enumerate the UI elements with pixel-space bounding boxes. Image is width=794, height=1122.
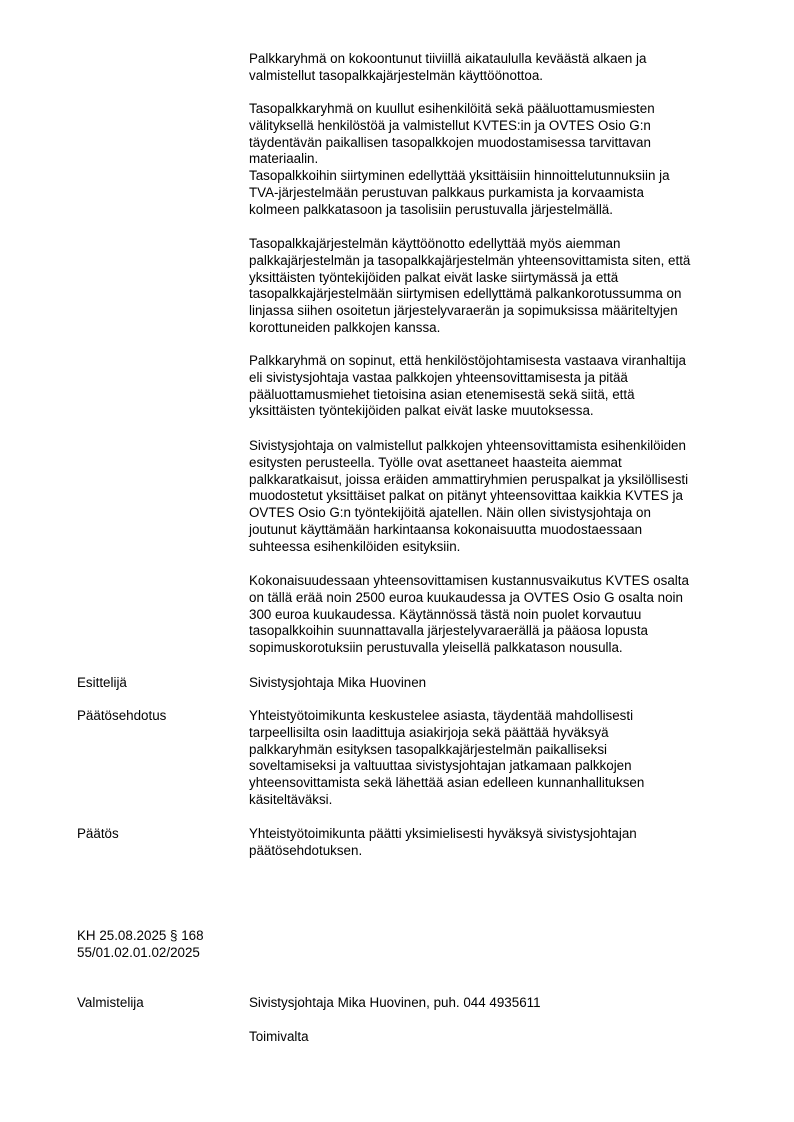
- paragraph-line: valmistellut tasopalkkajärjestelmän käyttöönottoa.: [249, 67, 543, 83]
- paragraph-1: [249, 51, 735, 85]
- paragraph-line: linjassa siihen osoitetun järjestelyvaraerän ja sopimuksissa määriteltyjen: [249, 303, 678, 319]
- paragraph-line: yksittäisten työntekijöiden palkat eivät laske muutoksessa.: [249, 403, 594, 419]
- proposal-line: palkkaryhmän esityksen tasopalkkajärjestelmän paikalliseksi: [249, 741, 607, 757]
- proposal-line: yhteensovittamista sekä lähettää asian edelleen kunnanhallituksen: [249, 775, 645, 791]
- paragraph-line: kolmeen palkkatasoon ja tasolisiin perustuvalla järjestelmällä.: [249, 201, 613, 217]
- proposal-label: Päätösehdotus: [77, 708, 167, 723]
- paragraph-line: esitysten perusteella. Työlle ovat asettaneet haasteita aiemmat: [249, 454, 622, 470]
- paragraph-line: Tasopalkkoihin siirtyminen edellyttää yksittäisiin hinnoittelutunnuksiin ja: [249, 168, 670, 184]
- paragraph-line: materiaalin.: [249, 151, 319, 167]
- preparer-value: Sivistysjohtaja Mika Huovinen, puh. 044 4935611: [249, 995, 541, 1010]
- proposal-line: Yhteistyötoimikunta keskustelee asiasta, täydentää mahdollisesti: [249, 708, 634, 723]
- paragraph-line: palkkaratkaisut, joissa eräiden ammattiryhmien peruspalkat ja yksilöllisesti: [249, 471, 689, 487]
- paragraph-line: TVA-järjestelmään perustuvan palkkaus purkamista ja korvaamista: [249, 184, 644, 200]
- paragraph-line: Palkkaryhmä on kokoontunut tiiviillä aikataululla keväästä alkaen ja: [249, 51, 647, 66]
- reference-meeting: KH 25.08.2025 § 168: [77, 928, 204, 943]
- paragraph-line: Palkkaryhmä on sopinut, että henkilöstöjohtamisesta vastaava viranhaltija: [249, 353, 686, 368]
- paragraph-line: Sivistysjohtaja on valmistellut palkkojen yhteensovittamista esihenkilöiden: [249, 438, 686, 453]
- decision-label: Päätös: [77, 826, 119, 841]
- paragraph-line: täydentävän paikallisen tasopalkkojen muodostamisessa tarvittavan: [249, 134, 651, 150]
- presenter-label: Esittelijä: [77, 675, 127, 690]
- proposal-text: [249, 708, 735, 809]
- paragraph-line: eli sivistysjohtaja vastaa palkkojen yhteensovittamisesta ja pitää: [249, 369, 628, 385]
- paragraph-line: pääluottamusmiehet tietoisina asian etenemisestä sekä siitä, että: [249, 386, 635, 402]
- decision-line: Yhteistyötoimikunta päätti yksimielisesti hyväksyä sivistysjohtajan: [249, 826, 637, 841]
- paragraph-line: välityksellä henkilöstöä ja valmistellut KVTES:in ja OVTES Osio G:n: [249, 117, 651, 133]
- paragraph-line: Kokonaisuudessaan yhteensovittamisen kustannusvaikutus KVTES osalta: [249, 573, 689, 588]
- preparer-label: Valmistelija: [77, 995, 144, 1010]
- paragraph-line: Tasopalkkajärjestelmän käyttöönotto edellyttää myös aiemman: [249, 236, 621, 251]
- paragraph-4: [249, 353, 735, 420]
- paragraph-line: muodostetut yksittäiset palkat on pitänyt yhteensovittaa kaikkia KVTES ja: [249, 488, 683, 504]
- reference-block: [77, 928, 277, 962]
- paragraph-line: on tällä erää noin 2500 euroa kuukaudessa ja OVTES Osio G osalta noin: [249, 589, 683, 605]
- paragraph-line: Tasopalkkaryhmä on kuullut esihenkilöitä sekä pääluottamusmiesten: [249, 101, 655, 116]
- paragraph-line: yksittäisten työntekijöiden palkat eivät laske siirtymässä ja että: [249, 269, 619, 285]
- paragraph-line: palkkajärjestelmän ja tasopalkkajärjestelmän yhteensovittamista siten, että: [249, 252, 691, 268]
- authority-heading: Toimivalta: [249, 1029, 309, 1044]
- paragraph-3: [249, 236, 735, 337]
- paragraph-line: OVTES Osio G:n työntekijöitä ajatellen. Näin ollen sivistysjohtaja on: [249, 505, 651, 521]
- paragraph-line: sopimuskorotuksiin perustuvalla yleisellä palkkatason nousulla.: [249, 640, 623, 656]
- presenter-value: Sivistysjohtaja Mika Huovinen: [249, 675, 427, 690]
- paragraph-line: tasopalkkajärjestelmään siirtymisen edellyttämä palkankorotussumma on: [249, 286, 682, 302]
- paragraph-5: [249, 438, 735, 556]
- paragraph-line: joutunut käyttämään harkintaansa kokonaisuutta muodostaessaan: [249, 521, 643, 537]
- proposal-line: käsiteltäväksi.: [249, 791, 333, 807]
- decision-line: päätösehdotuksen.: [249, 842, 363, 858]
- proposal-line: soveltamiseksi ja valtuuttaa sivistysjohtajan jatkamaan palkkojen: [249, 758, 632, 774]
- proposal-line: tarpeellisilta osin laadittuja asiakirjoja sekä päättää hyväksyä: [249, 724, 609, 740]
- paragraph-6: [249, 573, 735, 657]
- paragraph-line: suhteessa esihenkilöiden esityksiin.: [249, 538, 461, 554]
- paragraph-line: 300 euroa kuukaudessa. Käytännössä tästä noin puolet korvautuu: [249, 606, 642, 622]
- paragraph-2: [249, 101, 735, 219]
- paragraph-line: korottuneiden palkkojen kanssa.: [249, 319, 441, 335]
- decision-text: [249, 826, 735, 860]
- reference-diary-number: 55/01.02.01.02/2025: [77, 944, 200, 960]
- paragraph-line: tasopalkkoihin suunnattavalla järjestelyvaraerällä ja pääosa lopusta: [249, 623, 648, 639]
